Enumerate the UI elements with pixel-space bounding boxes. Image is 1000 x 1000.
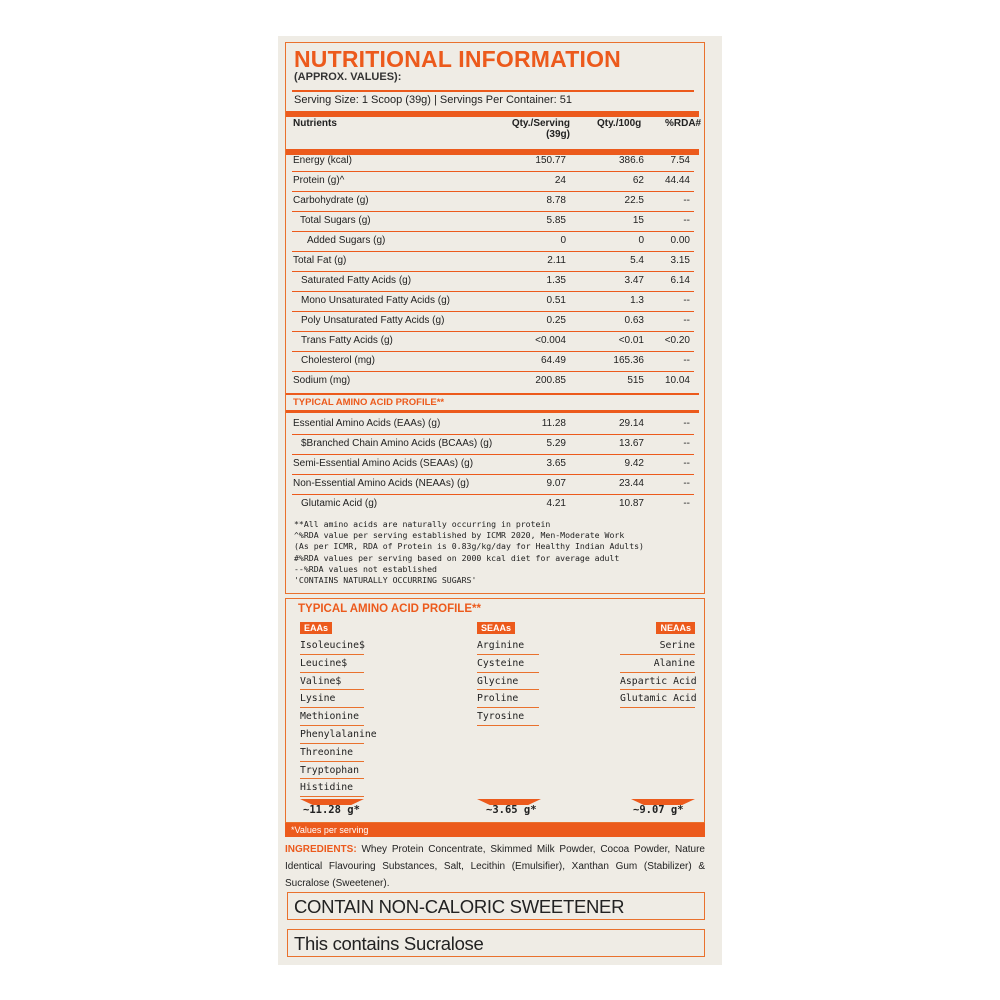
neaas-total: ~9.07 g* [633,804,684,816]
cell-name: Glutamic Acid (g) [301,498,378,509]
footnote: **All amino acids are naturally occurring in protein [294,519,551,529]
cell-name: Saturated Fatty Acids (g) [301,275,412,286]
cell-per100: 15 [632,215,644,226]
cell-serving: 0.51 [546,295,566,306]
cell-rda: -- [683,315,690,326]
serving-info: Serving Size: 1 Scoop (39g) | Servings Per Container: 51 [294,94,573,106]
cell-name: Essential Amino Acids (EAAs) (g) [293,418,441,429]
cell-serving: 5.85 [546,215,566,226]
cell-name: Semi-Essential Amino Acids (SEAAs) (g) [293,458,474,469]
cell-rda: <0.20 [664,335,690,346]
cell-serving: 0 [560,235,566,246]
cell-rda: -- [683,215,690,226]
seaas-tag: SEAAs [477,622,515,634]
list-item: Tryptophan [300,762,364,780]
cell-serving: 2.11 [547,255,566,266]
eaas-tag: EAAs [300,622,332,634]
footnote: ^%RDA value per serving established by ICMR 2020, Men-Moderate Work [294,530,625,541]
cell-serving: 0.25 [546,315,566,326]
cell-rda: 0.00 [670,235,690,246]
table-row [286,454,699,474]
cell-rda: 3.15 [670,255,690,266]
col-header-per-serving: Qty./Serving (39g) [511,118,570,140]
col-header-rda: %RDA# [665,118,702,129]
cell-name: Trans Fatty Acids (g) [301,335,393,346]
header-bar [286,111,699,117]
col-header-nutrients: Nutrients [293,118,337,129]
cell-serving: 9.07 [546,478,566,489]
section-divider [286,393,699,395]
cell-serving: 1.35 [546,275,566,286]
list-item: Tyrosine [477,708,539,726]
seaas-list [477,637,539,726]
table-row [286,171,699,191]
ingredients-label: INGREDIENTS: [285,844,357,855]
list-item: Proline [477,690,539,708]
cell-per100: 5.4 [630,255,644,266]
amino-section-heading: TYPICAL AMINO ACID PROFILE** [293,397,445,408]
table-row [286,331,699,351]
seaas-total: ~3.65 g* [486,804,537,816]
page-title: NUTRITIONAL INFORMATION [294,46,621,72]
cell-per100: 1.3 [630,295,644,306]
list-item: Glutamic Acid [620,690,695,708]
cell-per100: 0 [638,235,644,246]
footnote: #%RDA values per serving based on 2000 kcal diet for average adult [294,552,620,563]
cell-rda: -- [683,498,690,509]
cell-serving: 64.49 [540,355,566,366]
list-item: Threonine [300,744,364,762]
cell-rda: -- [683,438,690,449]
cell-serving: <0.004 [535,335,566,346]
cell-name: Total Sugars (g) [300,215,371,226]
amino-profile-title: TYPICAL AMINO ACID PROFILE** [298,603,481,615]
list-item: Methionine [300,708,364,726]
table-row [286,371,699,391]
cell-name: $Branched Chain Amino Acids (BCAAs) (g) [301,438,493,449]
cell-rda: -- [683,295,690,306]
cell-per100: 22.5 [624,195,644,206]
values-per-serving-note: *Values per serving [285,823,705,837]
cell-per100: 165.36 [613,355,644,366]
cell-per100: 13.67 [618,438,644,449]
cell-serving: 5.29 [546,438,566,449]
cell-rda: -- [683,458,690,469]
cell-serving: 24 [554,175,566,186]
cell-rda: 44.44 [664,175,690,186]
list-item: Leucine$ [300,655,364,673]
cell-name: Total Fat (g) [293,255,347,266]
cell-name: Cholesterol (mg) [301,355,375,366]
cell-rda: 10.04 [664,375,690,386]
cell-rda: -- [683,418,690,429]
cell-name: Protein (g)^ [293,175,345,186]
eaas-list [300,637,377,797]
cell-name: Poly Unsaturated Fatty Acids (g) [301,315,445,326]
cell-serving: 11.28 [541,418,566,429]
cell-name: Sodium (mg) [293,375,351,386]
neaas-tag: NEAAs [656,622,695,634]
cell-serving: 8.78 [546,195,566,206]
cell-per100: 10.87 [618,498,644,509]
section-divider [286,410,699,413]
list-item: Arginine [477,637,539,655]
cell-per100: 29.14 [618,418,644,429]
footnote: --%RDA values not established [294,563,437,574]
table-row [286,311,699,331]
eaas-total: ~11.28 g* [303,804,360,816]
footnote: (As per ICMR, RDA of Protein is 0.83g/kg/day for Healthy Indian Adults) [294,541,644,552]
list-item: Isoleucine$ [300,637,364,655]
list-item: Glycine [477,673,539,691]
ingredients [285,841,705,892]
cell-per100: 0.63 [624,315,644,326]
cell-name: Carbohydrate (g) [293,195,369,206]
neaas-list [620,637,695,708]
cell-rda: 6.14 [670,275,690,286]
table-row [286,414,699,434]
col-header-per-100g: Qty./100g [597,118,642,129]
amino-profile-panel [285,598,705,823]
cell-name: Added Sugars (g) [307,235,386,246]
cell-rda: -- [683,195,690,206]
list-item: Aspartic Acid [620,673,695,691]
table-row [286,434,699,454]
cell-per100: 62 [632,175,644,186]
cell-name: Mono Unsaturated Fatty Acids (g) [301,295,450,306]
list-item: Phenylalanine [300,726,364,744]
approx-values-subtitle: (APPROX. VALUES): [294,71,402,83]
cell-per100: 23.44 [618,478,644,489]
table-row [286,191,699,211]
cell-per100: <0.01 [618,335,644,346]
cell-serving: 200.85 [535,375,566,386]
table-row [286,271,699,291]
list-item: Histidine [300,779,364,797]
list-item: Valine$ [300,673,364,691]
cell-serving: 150.77 [535,155,566,166]
footnote: 'CONTAINS NATURALLY OCCURRING SUGARS' [294,575,477,586]
ingredients-text: Whey Protein Concentrate, Skimmed Milk Powder, Cocoa Powder, Nature Identical Flavouring Substances, Salt, Lecithin (Emulsifier), Xanthan Gum (Stabilizer) & Sucralose (Sweetener). [285,844,705,889]
table-row [286,151,699,171]
table-row [286,251,699,271]
cell-serving: 4.21 [546,498,566,509]
cell-per100: 9.42 [624,458,644,469]
list-item: Alanine [620,655,695,673]
cell-name: Energy (kcal) [293,155,352,166]
cell-per100: 3.47 [624,275,644,286]
cell-rda: 7.54 [670,155,690,166]
cell-per100: 515 [627,375,644,386]
list-item: Cysteine [477,655,539,673]
cell-serving: 3.65 [546,458,566,469]
list-item: Lysine [300,690,364,708]
table-row [286,351,699,371]
cell-per100: 386.6 [618,155,644,166]
table-row [286,494,699,514]
list-item: Serine [620,637,695,655]
sucralose-warning: This contains Sucralose [287,929,705,957]
table-row [286,211,699,231]
table-row [286,291,699,311]
nutrition-facts-panel [285,42,705,594]
footnotes [294,519,644,586]
divider [292,90,694,92]
cell-name: Non-Essential Amino Acids (NEAAs) (g) [293,478,470,489]
non-caloric-warning: CONTAIN NON-CALORIC SWEETENER [287,892,705,920]
cell-rda: -- [683,478,690,489]
table-row [286,474,699,494]
table-row [286,231,699,251]
cell-rda: -- [683,355,690,366]
